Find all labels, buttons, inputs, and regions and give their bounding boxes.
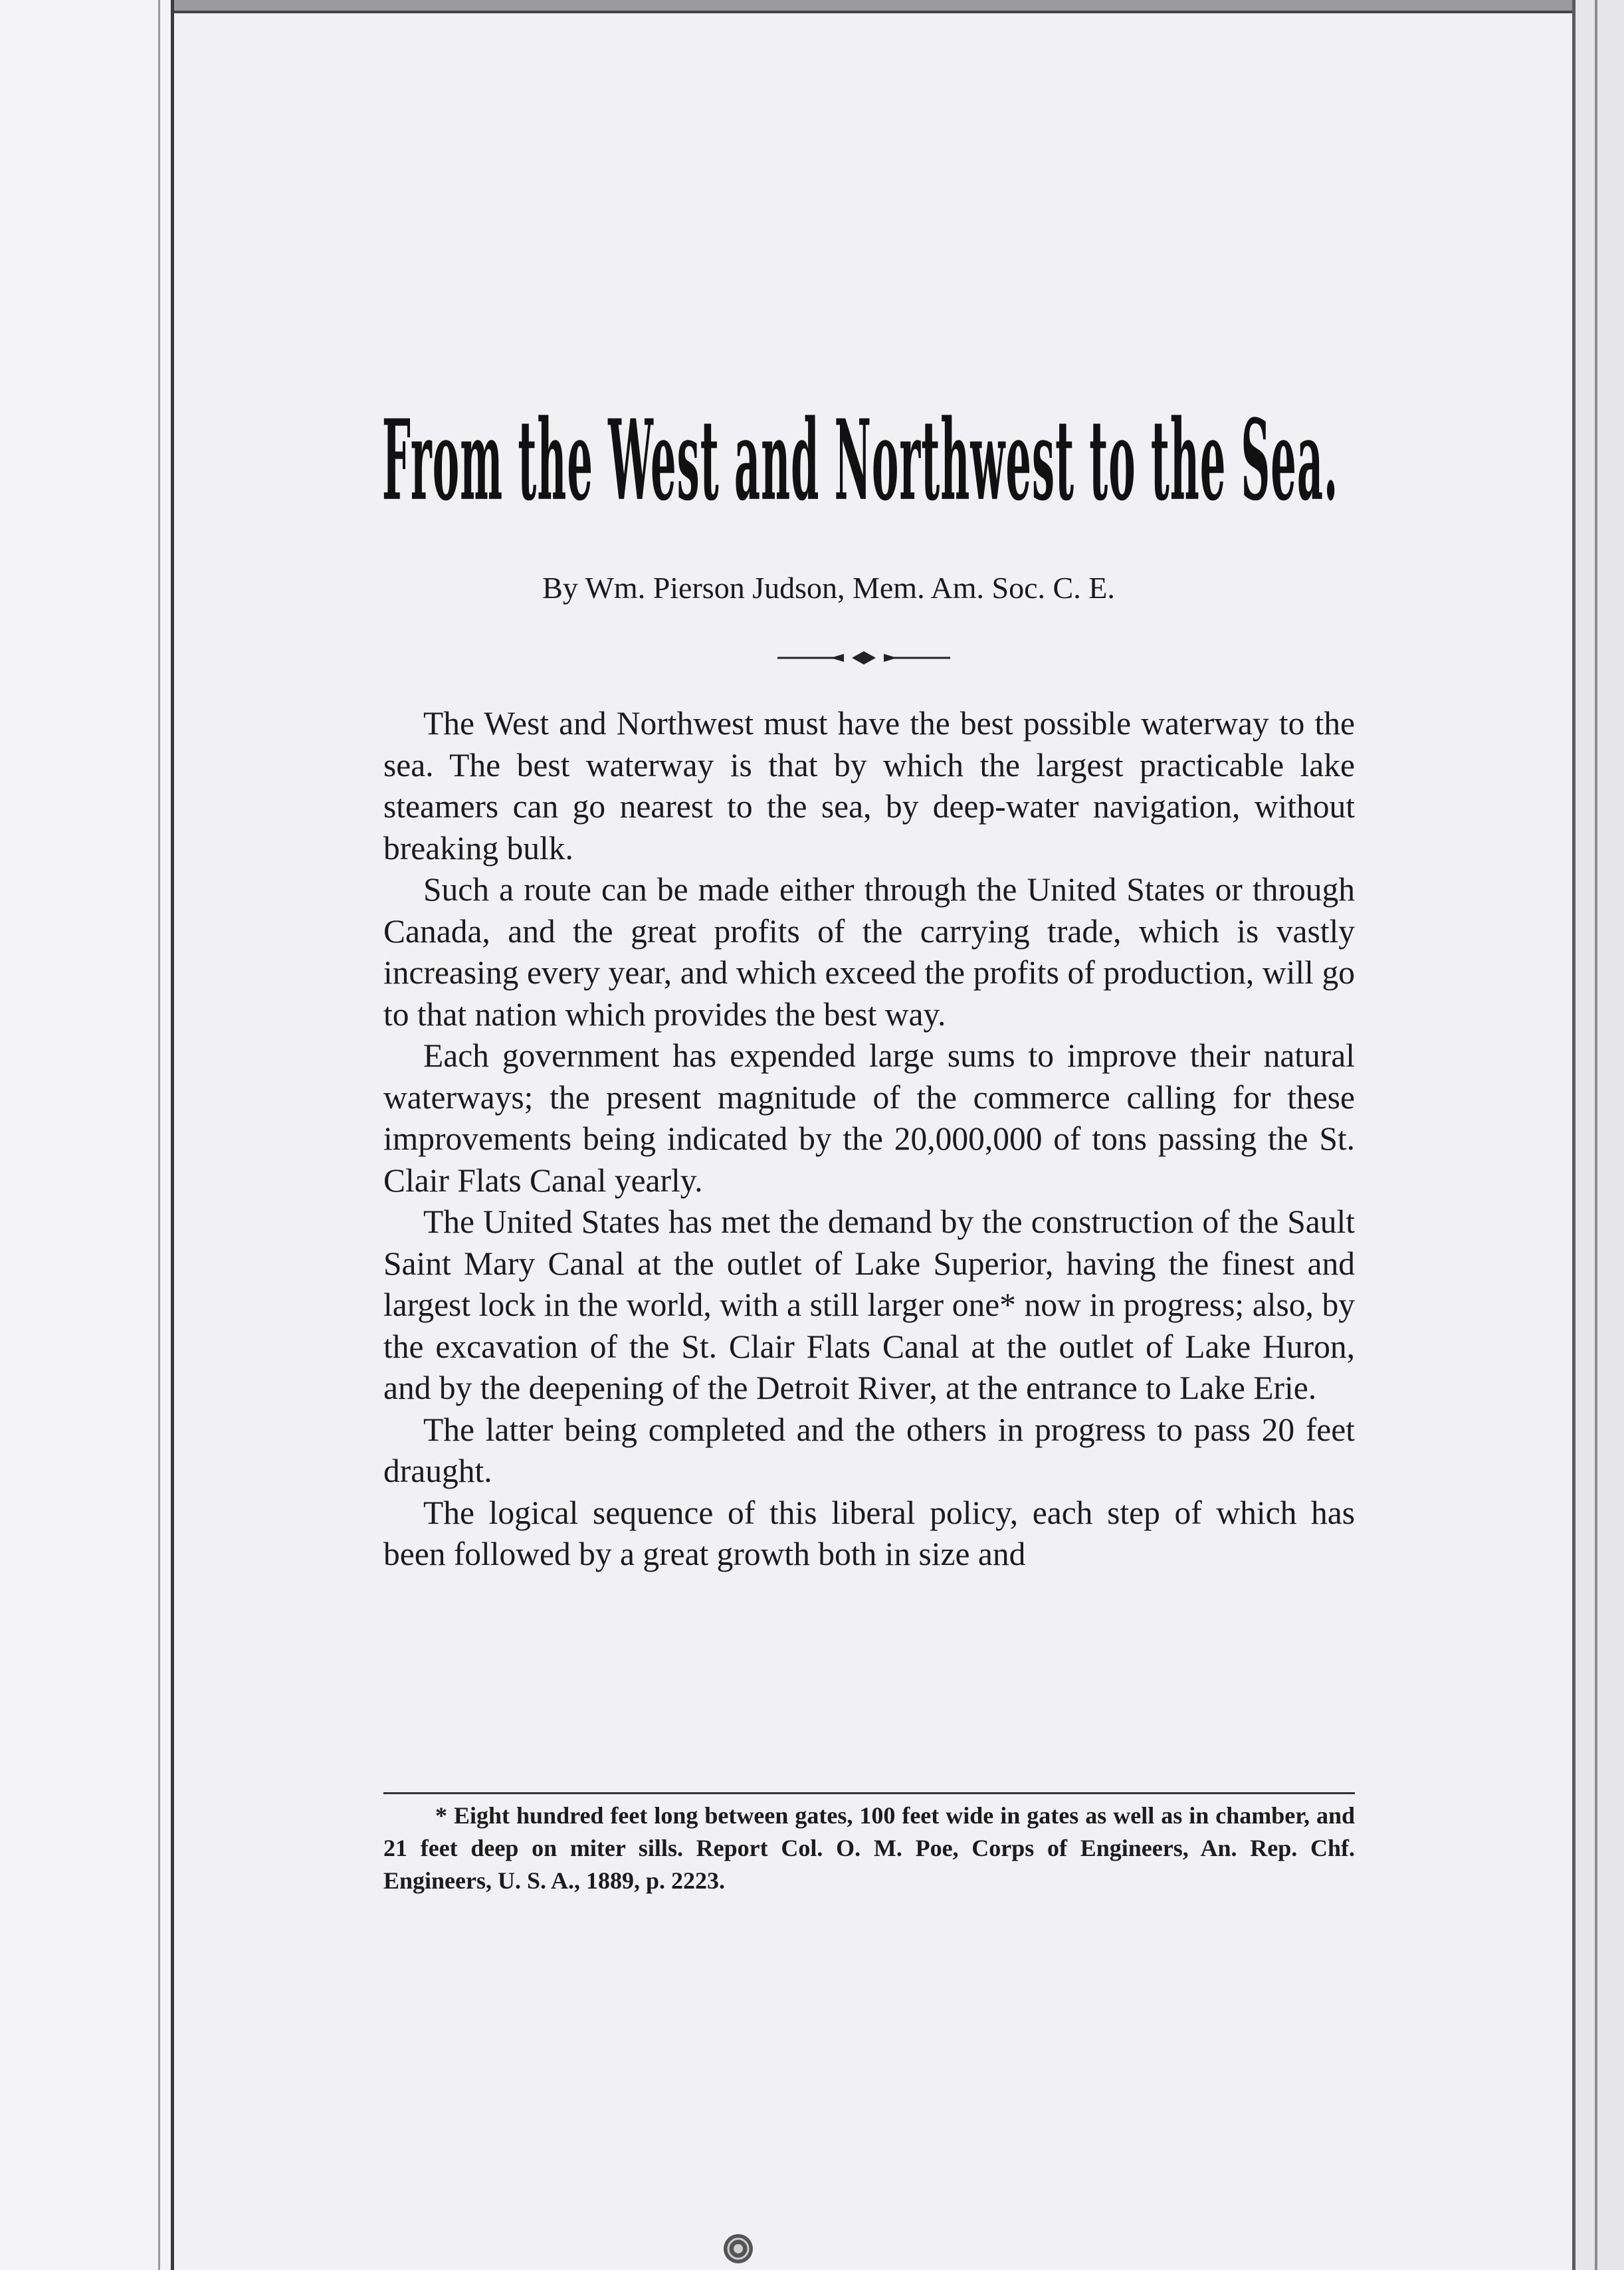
body-text xyxy=(383,703,1355,1576)
paragraph-2: Such a route can be made either through the United States or through Canada, and the great profits of the carrying trade, which is vastly increasing every year, and which exceed the profits of production, will go to that nation which provides the best way. xyxy=(383,871,1355,1033)
footnote xyxy=(383,1800,1355,1897)
scan-edge-right xyxy=(1572,0,1624,2270)
scan-edge-top xyxy=(0,0,1624,13)
paragraph-6: The logical sequence of this liberal policy, each step of which has been followed by a great growth both in size and xyxy=(383,1494,1355,1572)
paragraph-1: The West and Northwest must have the best possible waterway to the sea. The best waterway is that by which the largest practicable lake steamers can go nearest to the sea, by deep-water navigation, without breaking bulk. xyxy=(383,705,1355,867)
library-stamp-icon xyxy=(721,2231,756,2266)
footnote-text: * Eight hundred feet long between gates, 100 feet wide in gates as well as in chamber, and 21 feet deep on miter sills. Report Col. O. M. Poe, Corps of Engineers, An. Rep. Chf. Engineers, U. S. A., 1889, p. 2223. xyxy=(383,1802,1355,1894)
document-title: From the West and Northwest to the Sea. xyxy=(382,395,1339,526)
paragraph-5: The latter being completed and the others in progress to pass 20 feet draught. xyxy=(383,1411,1355,1489)
ornament-divider xyxy=(777,648,950,668)
paragraph-3: Each government has expended large sums to improve their natural waterways; the present magnitude of the commerce calling for these improvements being indicated by the 20,000,000 of tons passing the St. Clair Flats Canal yearly. xyxy=(383,1037,1355,1199)
author-byline: By Wm. Pierson Judson, Mem. Am. Soc. C. E. xyxy=(542,571,1115,605)
scan-edge-right-line xyxy=(1595,0,1597,2270)
footnote-rule xyxy=(383,1792,1355,1794)
scan-edge-left xyxy=(0,0,174,2270)
scan-edge-left-line xyxy=(158,0,160,2270)
paragraph-4: The United States has met the demand by the construction of the Sault Saint Mary Canal at the outlet of Lake Superior, having the finest and largest lock in the world, with a still larger one* now in progress; also, by the excavation of the St. Clair Flats Canal at the outlet of Lake Huron, and by the deepening of the Detroit River, at the entrance to Lake Erie. xyxy=(383,1203,1355,1406)
